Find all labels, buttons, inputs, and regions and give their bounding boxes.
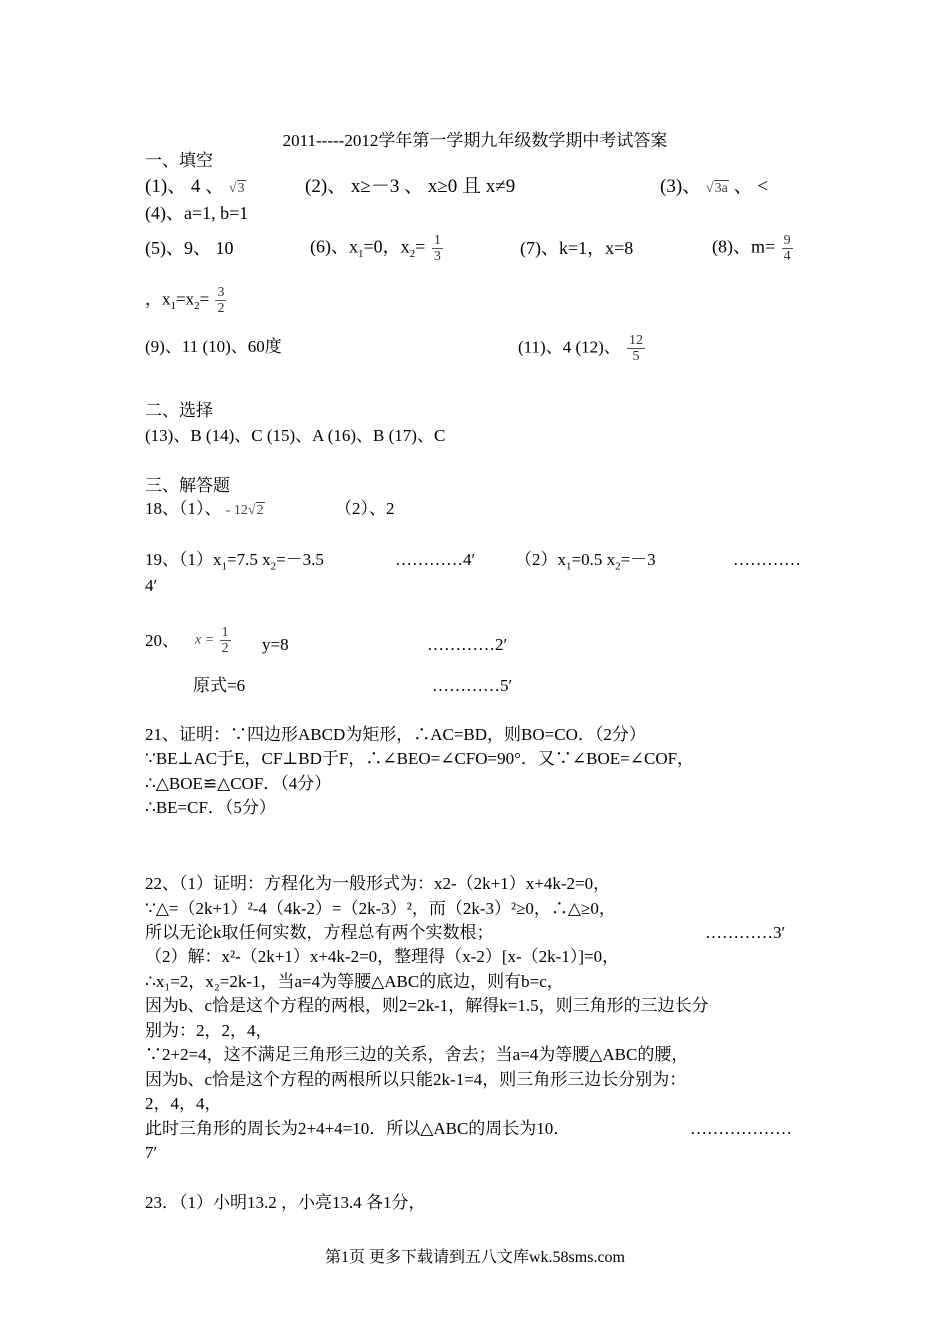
q22-line-6: 因为b、c恰是这个方程的两根，则2=2k-1，解得k=1.5，则三角形的三边长分 xyxy=(145,996,709,1015)
page-title: 2011-----2012学年第一学期九年级数学期中考试答案 xyxy=(282,131,668,150)
q22-line-3: 所以无论k取任何实数，方程总有两个实数根； xyxy=(145,923,494,942)
q22-line-5: ∴x₁=2，x₂=2k-1，当a=4为等腰△ABC的底边，则有b=c， xyxy=(145,972,564,991)
fraction-9-4: $\frac{9}{4}$ xyxy=(783,233,791,264)
q22-line-8: ∵2+2=4，这不满足三角形三边的关系，舍去；当a=4为等腰△ABC的腰， xyxy=(145,1045,689,1064)
q21-line-4: ∴BE=CF．（5分） xyxy=(145,798,276,817)
answer-11-12: (11)、4 (12)、 $\frac{12}{5}$ xyxy=(518,333,644,364)
answer-8-continued: ，$x_1=x_2=$ $\frac{3}{2}$ xyxy=(145,285,225,316)
sqrt-3a: √3a xyxy=(705,181,728,196)
answer-2: (2)、 x≥－3 、 x≥0 且 x≠9 xyxy=(305,176,516,197)
answer-4: (4)、a=1, b=1 xyxy=(145,203,249,223)
score-mark-22b: 7′ xyxy=(145,1143,158,1162)
q21-line-2: ∵BE⊥AC于E，CF⊥BD于F，∴∠BEO=∠CFO=90°．又∵∠BOE=∠COF， xyxy=(145,749,695,768)
score-mark-19a: …………4′ xyxy=(395,550,476,569)
q22-line-1: 22、（1）证明：方程化为一般形式为：x2-（2k+1）x+4k-2=0， xyxy=(145,874,611,893)
answer-9-10: (9)、11 (10)、60度 xyxy=(145,337,282,356)
score-mark-19b: 4′ xyxy=(145,576,158,595)
question-20-label: 20、 xyxy=(145,631,179,650)
section-fill-blank-heading: 一、填空 xyxy=(145,151,213,170)
answer-6: (6)、$x_1=0$，$x_2=$ $\frac{1}{3}$ xyxy=(310,233,441,264)
score-mark-22a: …………3′ xyxy=(705,923,786,942)
q21-line-3: ∴△BOE≌△COF．（4分） xyxy=(145,774,332,793)
score-dots-19b: ………… xyxy=(733,550,801,569)
score-mark-20b: …………5′ xyxy=(432,676,513,695)
score-dots-22b: ……………… xyxy=(690,1119,792,1138)
question-19-part-1: 19、$(1)x_1=7.5$ $x_2=-3.5$ xyxy=(145,550,324,573)
question-23: 23．（1）小明13.2 ，小亮13.4 各1分， xyxy=(145,1193,426,1212)
fraction-1-3: $\frac{1}{3}$ xyxy=(433,233,441,264)
answer-1: (1)、 4 、 xyxy=(145,176,225,197)
question-18-part-2: （2）、2 xyxy=(335,499,395,518)
q22-line-11: 此时三角形的周长为2+4+4=10．所以△ABC的周长为10． xyxy=(145,1119,571,1138)
question-20-x: x = $\frac{1}{2}$ xyxy=(195,625,229,656)
fill-row-1 xyxy=(145,176,246,200)
fraction-1-2: $\frac{1}{2}$ xyxy=(221,625,229,656)
q22-line-2: ∵△=（2k+1）²-4（4k-2）=（2k-3）²，而（2k-3）²≥0，∴△≥0， xyxy=(145,899,616,918)
answer-7: (7)、k=1，x=8 xyxy=(520,238,634,258)
sqrt-3: √3 xyxy=(228,181,245,196)
q21-line-1: 21、证明：∵四边形ABCD为矩形，∴AC=BD，则BO=CO．（2分） xyxy=(145,725,646,744)
answer-8: (8)、m= $\frac{9}{4}$ xyxy=(712,233,791,264)
page-footer: 第1页 更多下载请到五八文库wk.58sms.com xyxy=(324,1249,625,1266)
score-mark-20a: …………2′ xyxy=(427,635,508,654)
question-20-y: y=8 xyxy=(262,635,289,654)
answer-5: (5)、9、 10 xyxy=(145,238,234,258)
fraction-3-2: $\frac{3}{2}$ xyxy=(217,285,225,316)
question-18: 18、（1）、 - 12√2 xyxy=(145,499,264,518)
fraction-12-5: $\frac{12}{5}$ xyxy=(629,333,644,364)
section-choice-heading: 二、选择 xyxy=(145,401,213,420)
question-20-result: 原式=6 xyxy=(193,676,246,695)
q22-line-9: 因为b、c恰是这个方程的两根所以只能2k-1=4，则三角形三边长分别为： xyxy=(145,1070,687,1089)
question-19-part-2: $(2)x_1=0.5$ $x_2=-3$ xyxy=(515,550,656,573)
q22-line-7: 别为：2，2，4， xyxy=(145,1021,273,1040)
q22-line-4: （2）解：x²-（2k+1）x+4k-2=0，整理得（x-2）[x-（2k-1）]=0， xyxy=(145,947,620,966)
choice-answers: (13)、B (14)、C (15)、A (16)、B (17)、C xyxy=(145,426,446,445)
expression-neg-12-sqrt-2: - 12√2 xyxy=(225,503,264,518)
answer-3: (3)、 √3a 、 < xyxy=(660,176,769,197)
section-solve-heading: 三、解答题 xyxy=(145,476,230,495)
q22-line-10: 2，4，4， xyxy=(145,1094,222,1113)
